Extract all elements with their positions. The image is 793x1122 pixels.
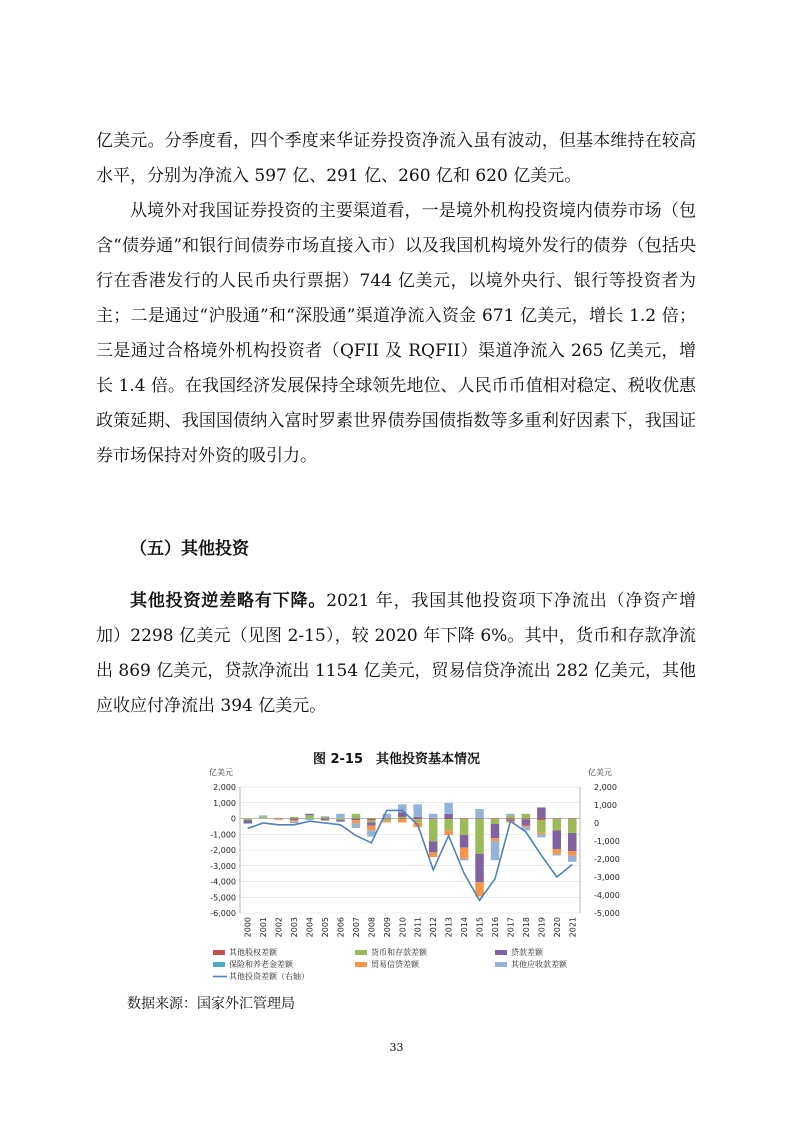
legend-label: 其他应收款差额 xyxy=(511,960,567,969)
x-tick-label: 2015 xyxy=(475,917,485,938)
bar-segment xyxy=(336,814,345,819)
bar-segment xyxy=(537,819,546,821)
bar-segment xyxy=(383,819,392,821)
legend-swatch xyxy=(213,950,225,955)
x-tick-label: 2004 xyxy=(305,917,315,938)
x-tick-label: 2001 xyxy=(259,917,269,938)
x-tick-label: 2018 xyxy=(521,917,531,938)
bar-segment xyxy=(274,818,283,819)
bar-segment xyxy=(243,819,252,821)
bar-segment xyxy=(321,819,330,821)
x-tick-label: 2017 xyxy=(506,917,516,938)
bar-segment xyxy=(429,814,438,819)
bar-segment xyxy=(444,819,453,830)
bar-segment xyxy=(475,854,484,882)
bar-segment xyxy=(429,819,438,820)
bar-segment xyxy=(491,819,500,820)
bar-segment xyxy=(290,820,299,822)
legend-swatch xyxy=(495,962,507,967)
bar-segment xyxy=(537,834,546,837)
bar-segment xyxy=(290,822,299,824)
bar-segment xyxy=(367,826,376,831)
right-axis-unit: 亿美元 xyxy=(588,768,612,777)
bar-segment xyxy=(398,819,407,822)
bar-segment xyxy=(305,814,314,816)
bar-segment xyxy=(413,804,422,817)
bar-segment xyxy=(522,819,531,825)
bar-segment xyxy=(568,851,577,855)
x-tick-label: 2010 xyxy=(398,917,408,938)
x-tick-label: 2019 xyxy=(537,917,547,938)
bar-segment xyxy=(398,819,407,820)
bar-segment xyxy=(506,815,515,818)
bar-segment xyxy=(259,815,268,817)
bar-segment xyxy=(553,819,562,830)
right-tick-label: -3,000 xyxy=(594,873,620,882)
bar-segment xyxy=(336,819,345,821)
bar-segment xyxy=(290,819,299,821)
bar-segment xyxy=(444,819,453,820)
bar-segment xyxy=(553,854,562,856)
bar-segment xyxy=(321,820,330,821)
left-tick-label: 0 xyxy=(230,814,236,824)
bar-segment xyxy=(321,816,330,817)
bar-segment xyxy=(475,819,484,854)
bar-segment xyxy=(568,856,577,862)
right-tick-label: 1,000 xyxy=(594,801,617,810)
bar-segment xyxy=(491,824,500,838)
left-tick-label: -6,000 xyxy=(210,909,236,918)
legend-label: 保险和养老金差额 xyxy=(229,960,293,969)
left-tick-label: 1,000 xyxy=(213,798,236,808)
bar-segment xyxy=(522,826,531,828)
bar-segment xyxy=(475,809,484,818)
bar-segment xyxy=(553,849,562,854)
bar-segment xyxy=(444,814,453,819)
x-tick-label: 2011 xyxy=(413,917,423,938)
figure-title: 图 2-15 其他投资基本情况 xyxy=(312,752,481,767)
section-heading: （五）其他投资 xyxy=(130,539,249,559)
bar-segment xyxy=(321,817,330,819)
right-tick-label: -4,000 xyxy=(594,891,620,900)
paragraph-1: 亿美元。分季度看，四个季度来华证券投资净流入虽有波动，但基本维持在较高水平，分别为净流入 597 亿、291 亿、260 亿和 620 亿美元。 xyxy=(96,131,696,186)
bar-segment xyxy=(413,819,422,820)
x-tick-label: 2020 xyxy=(552,917,562,938)
bar-segment xyxy=(352,823,361,828)
left-tick-label: -3,000 xyxy=(210,861,236,871)
paragraph-3 xyxy=(96,584,696,724)
bar-segment xyxy=(367,822,376,825)
bar-segment xyxy=(506,814,515,816)
bar-segment xyxy=(568,819,577,820)
right-tick-label: -2,000 xyxy=(594,855,620,864)
bar-segment xyxy=(429,841,438,852)
bar-segment xyxy=(383,819,392,820)
bar-segment xyxy=(444,803,453,814)
bar-segment xyxy=(336,820,345,822)
bar-segment xyxy=(460,819,469,820)
bar-segment xyxy=(274,819,283,820)
right-tick-label: -5,000 xyxy=(594,909,620,918)
bar-segment xyxy=(352,820,361,823)
bar-segment xyxy=(429,852,438,857)
x-tick-label: 2006 xyxy=(336,917,346,938)
legend-label: 货币和存款差额 xyxy=(371,948,427,957)
left-tick-label: -5,000 xyxy=(210,893,236,903)
bar-segment xyxy=(537,820,546,833)
bar-segment xyxy=(537,833,546,835)
bar-segment xyxy=(491,838,500,841)
left-tick-label: -4,000 xyxy=(210,877,236,887)
x-tick-label: 2012 xyxy=(429,917,439,938)
paragraph-2: 从境外对我国证券投资的主要渠道看，一是境外机构投资境内债券市场（包含“债券通”和银行间债券市场直接入市）以及我国机构境外发行的债券（包括央行在香港发行的人民币央行票据）744 亿美元，以境外央行、银行等投资者为主；二是通过“沪股通”和“深股通”渠道净流入资金 671 亿美元，增长 1.2 倍；三是通过合格境外机构投资者（QFII 及 RQFII）渠道净流入 265 亿美元，增长 1.4 倍。在我国经济发展保持全球领先地位、人民币币值相对稳定、税收优惠政策延期、我国国债纳入富时罗素世界债券国债指数等多重利好因素下，我国证券市场保持对外资的吸引力。 xyxy=(96,201,696,466)
x-tick-label: 2009 xyxy=(382,917,392,938)
x-tick-label: 2002 xyxy=(274,917,284,938)
bar-segment xyxy=(460,835,469,848)
page-number: 33 xyxy=(389,1041,404,1054)
x-tick-label: 2000 xyxy=(243,917,253,938)
right-tick-label: -1,000 xyxy=(594,837,620,846)
bar-segment xyxy=(553,830,562,849)
bar-segment xyxy=(522,819,531,820)
bar-segment xyxy=(553,819,562,820)
legend-swatch xyxy=(355,962,367,967)
bar-segment xyxy=(243,820,252,823)
legend-label: 贷款差额 xyxy=(511,948,543,957)
bar-segment xyxy=(398,817,407,819)
legend-swatch xyxy=(355,950,367,955)
left-tick-label: 2,000 xyxy=(213,783,236,792)
bar-segment xyxy=(274,819,283,820)
x-tick-label: 2016 xyxy=(491,917,500,938)
legend-label: 贸易信贷差额 xyxy=(371,960,419,969)
bar-segment xyxy=(367,819,376,821)
bar-segment xyxy=(568,819,577,833)
bar-segment xyxy=(305,815,314,818)
bar-segment xyxy=(568,833,577,851)
bar-segment xyxy=(429,819,438,841)
bar-segment xyxy=(367,820,376,822)
legend-label: 其他投资差额（右轴） xyxy=(229,972,309,981)
right-tick-label: 2,000 xyxy=(594,783,617,792)
bar-segment xyxy=(413,817,422,819)
left-tick-label: -1,000 xyxy=(210,830,236,840)
x-tick-label: 2003 xyxy=(290,917,300,938)
bar-segment xyxy=(305,819,314,821)
bar-segment xyxy=(259,817,268,819)
other-investment-chart xyxy=(205,765,620,990)
x-tick-label: 2013 xyxy=(444,917,454,938)
bar-segment xyxy=(460,819,469,835)
bar-segment xyxy=(243,823,252,824)
bar-segment xyxy=(506,819,515,820)
x-tick-label: 2021 xyxy=(568,917,578,938)
left-tick-label: -2,000 xyxy=(210,846,236,855)
paragraph-3-text: 2021 年，我国其他投资项下净流出（净资产增加）2298 亿美元（见图 2-15），较 2020 年下降 6%。其中，货币和存款净流出 869 亿美元，贷款净流出 1154 亿美元，贸易信贷净流出 282 亿美元，其他应收应付净流出 394 亿美元。 xyxy=(96,591,697,716)
x-tick-label: 2007 xyxy=(351,917,361,938)
bar-segment xyxy=(290,817,299,819)
legend-swatch xyxy=(213,962,225,967)
bar-segment xyxy=(537,807,546,818)
bar-segment xyxy=(352,814,361,819)
bar-segment xyxy=(460,859,469,861)
bar-segment xyxy=(491,841,500,860)
paragraph-3-lead: 其他投资逆差略有下降。 xyxy=(130,591,327,611)
x-tick-label: 2005 xyxy=(321,917,330,938)
bar-segment xyxy=(383,821,392,823)
left-axis-unit: 亿美元 xyxy=(209,768,233,777)
bar-segment xyxy=(352,819,361,821)
x-tick-label: 2008 xyxy=(367,917,377,938)
legend-label: 其他股权差额 xyxy=(229,948,277,957)
figure-source: 数据来源：国家外汇管理局 xyxy=(127,996,295,1012)
bar-segment xyxy=(460,848,469,859)
bar-segment xyxy=(522,814,531,819)
bar-segment xyxy=(475,819,484,820)
legend-swatch xyxy=(495,950,507,955)
x-tick-label: 2014 xyxy=(460,917,470,938)
bar-segment xyxy=(491,819,500,824)
right-tick-label: 0 xyxy=(594,819,600,828)
